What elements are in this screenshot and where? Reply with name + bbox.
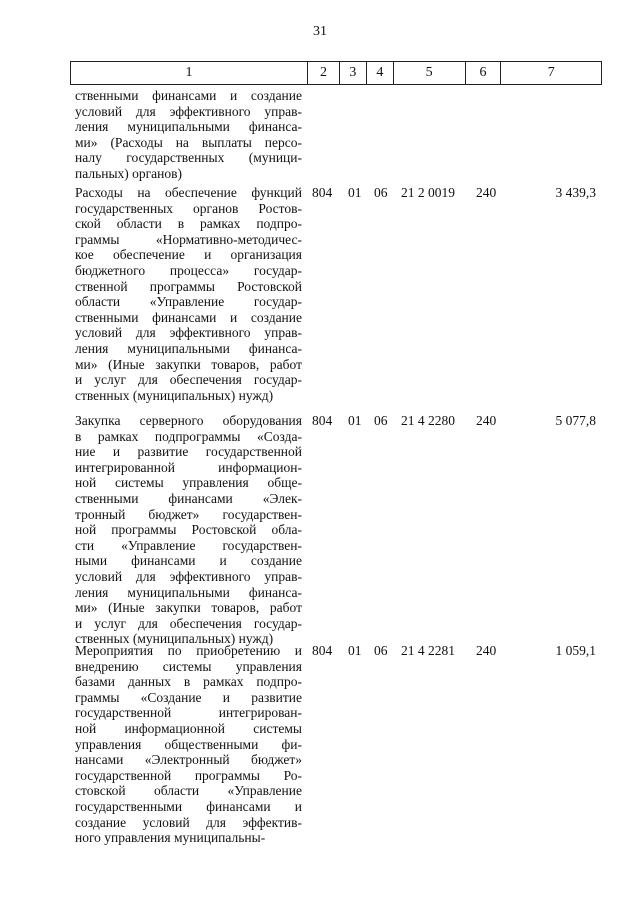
description-line: ственной программы Ростовской [75,278,302,294]
description-line: и услуг для обеспечения государ- [75,372,302,388]
description-line: ми» (Иные закупки товаров, работ [75,600,302,616]
description-line: бюджетного процесса» государ- [75,262,302,278]
amount: 1 059,1 [555,643,596,658]
amount: 3 439,3 [555,185,596,200]
amount: 5 077,8 [555,413,596,428]
description-line: ской области в рамках подпро- [75,216,302,232]
admin-code: 804 [312,643,333,658]
admin-code: 804 [312,185,333,200]
row-description [75,88,302,182]
description-line: Расходы на обеспечение функций [75,185,302,200]
description-line: условий для эффективного управ- [75,103,302,119]
description-line: области «Управление государ- [75,294,302,310]
description-line: ного управления муниципальны- [75,830,266,846]
page-number: 31 [313,24,327,39]
description-line: в рамках подпрограммы «Созда- [75,428,302,444]
description-line: интегрированной информацион- [75,459,302,475]
description-line: кое обеспечение и организация [75,247,302,263]
description-line: тронный бюджет» государствен- [75,506,302,522]
description-line: ми» (Расходы на выплаты персо- [75,134,302,150]
description-line: сти «Управление государствен- [75,537,302,553]
description-line: ления муниципальными финанса- [75,119,302,135]
expense-type-code: 240 [476,643,497,658]
subsection-code: 06 [374,185,388,200]
description-line: ления муниципальными финанса- [75,340,302,356]
subsection-code: 06 [374,643,388,658]
description-line: граммы «Нормативно-методичес- [75,231,302,247]
description-line: ственных (муниципальных) нужд) [75,631,274,647]
description-line: государственной интегрирован- [75,705,302,721]
description-line: ными финансами и создание [75,553,302,569]
header-col-7: 7 [547,65,555,80]
description-line: ственными финансами «Элек- [75,490,302,506]
description-line: ления муниципальными финанса- [75,584,302,600]
header-col-6: 6 [466,62,502,84]
admin-code: 804 [312,413,333,428]
description-line: государственными финансами и [75,798,302,814]
description-line: и услуг для обеспечения государ- [75,615,302,631]
description-line: государственных органов Ростов- [75,200,302,216]
description-line: ственными финансами и создание [75,309,302,325]
description-line: ственных (муниципальных) нужд) [75,387,274,403]
description-line: базами данных в рамках подпро- [75,674,302,690]
header-col-1: 1 [71,62,308,84]
description-line: внедрению системы управления [75,658,302,674]
description-line: ми» (Иные закупки товаров, работ [75,356,302,372]
header-col-2: 2 [308,62,340,84]
description-line: условий для эффективного управ- [75,325,302,341]
section-code: 01 [348,185,362,200]
section-code: 01 [348,413,362,428]
description-line: пальных) органов) [75,165,183,181]
target-article-code: 21 2 0019 [401,185,455,200]
target-article-code: 21 4 2281 [401,643,455,658]
description-line: ственными финансами и создание [75,88,302,103]
section-code: 01 [348,643,362,658]
header-col-5: 5 [394,62,466,84]
expense-type-code: 240 [476,413,497,428]
description-line: ние и развитие государственной [75,444,302,460]
description-line: создание условий для эффектив- [75,814,302,830]
description-line: налу государственных (муници- [75,150,302,166]
description-line: Мероприятия по приобретению и [75,643,302,658]
subsection-code: 06 [374,413,388,428]
target-article-code: 21 4 2280 [401,413,455,428]
description-line: граммы «Создание и развитие [75,689,302,705]
description-line: государственной программы Ро- [75,767,302,783]
description-line: управления общественными фи- [75,736,302,752]
description-line: ной информационной системы [75,720,302,736]
row-description [75,643,302,846]
expense-type-code: 240 [476,185,497,200]
description-line: ной программы Ростовской обла- [75,522,302,538]
row-description [75,185,302,403]
header-col-3: 3 [340,62,367,84]
description-line: нансами «Электронный бюджет» [75,752,302,768]
description-line: Закупка серверного оборудования [75,413,302,428]
description-line: ной системы управления обще- [75,475,302,491]
description-line: стовской области «Управление [75,783,302,799]
row-description [75,413,302,647]
header-col-4: 4 [367,62,394,84]
table-header [70,61,602,85]
description-line: условий для эффективного управ- [75,568,302,584]
